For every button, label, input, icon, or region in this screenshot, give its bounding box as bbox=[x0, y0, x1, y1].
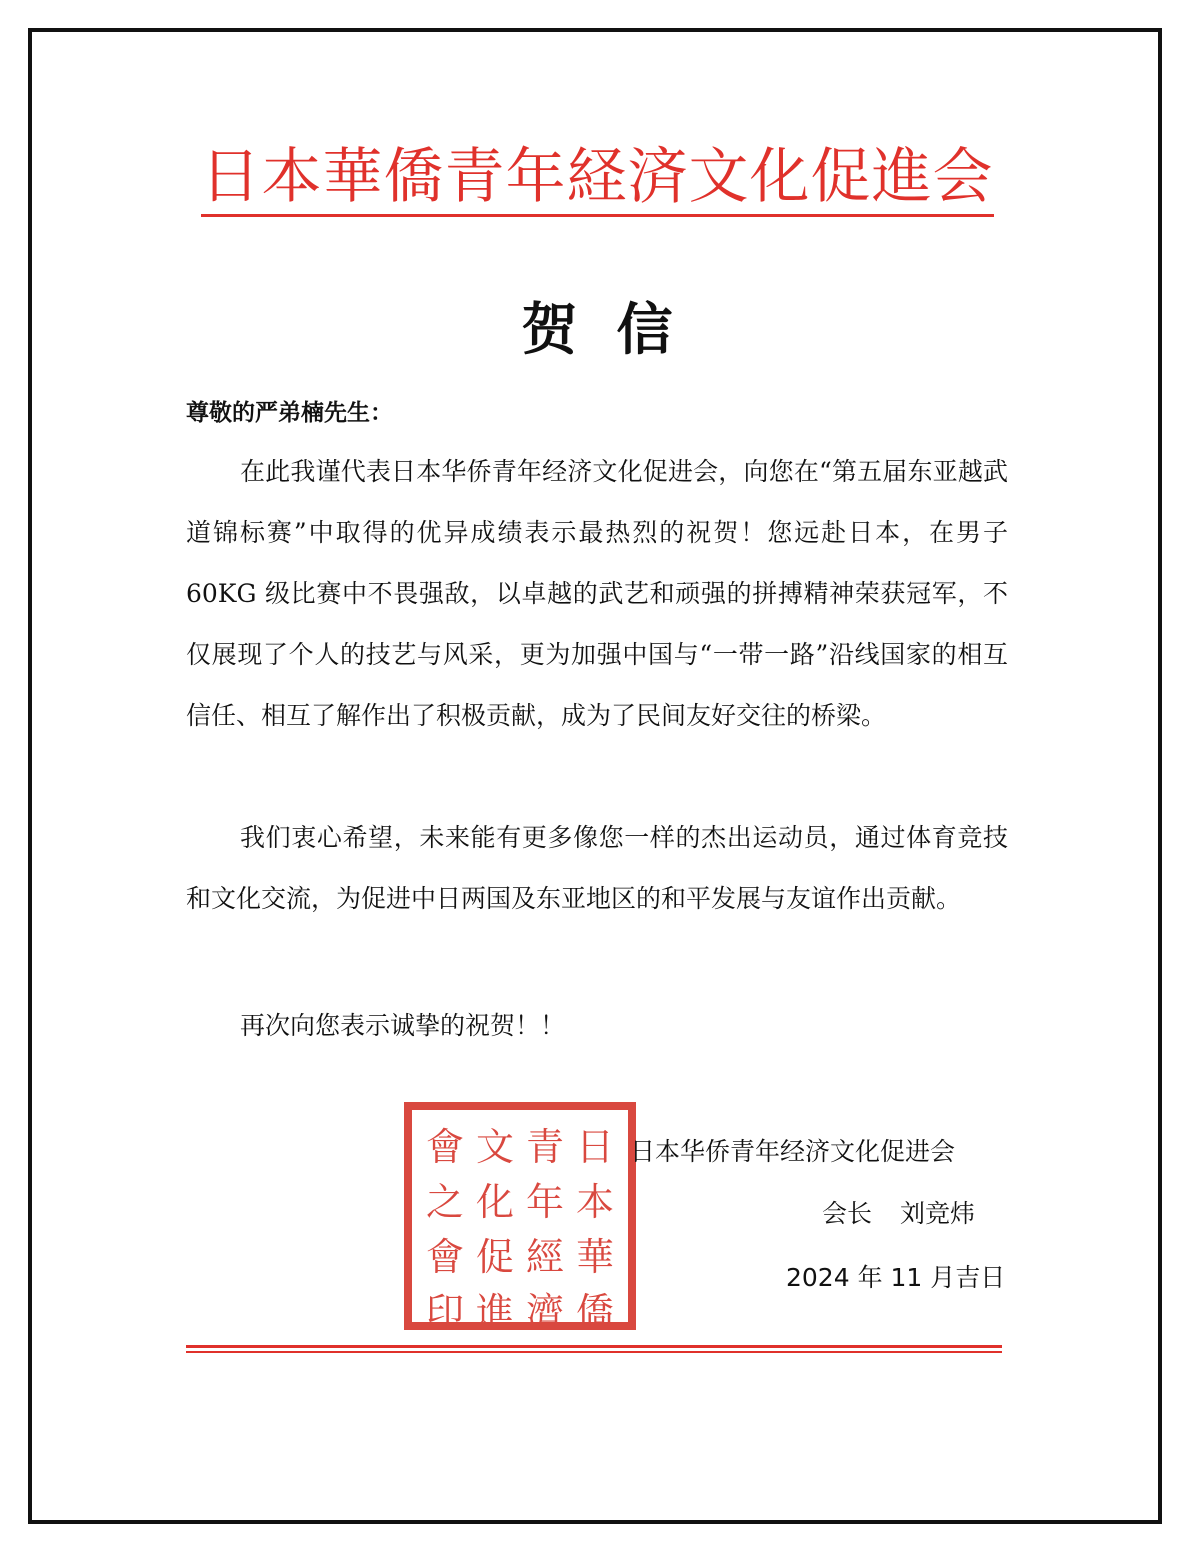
seal-char: 會 bbox=[425, 1125, 464, 1169]
footer-double-rule bbox=[186, 1345, 1002, 1353]
body-paragraph-1: 在此我谨代表日本华侨青年经济文化促进会，向您在“第五届东亚越武道锦标赛”中取得的优异成绩表示最热烈的祝贺！您远赴日本，在男子 60KG 级比赛中不畏强敌，以卓越的武艺和顽强的拼搏精神荣获冠军，不仅展现了个人的技艺与风采，更为加强中国与“一带一路”沿线国家的相互信任、相互了解作出了积极贡献，成为了民间友好交往的桥梁。 bbox=[186, 457, 1008, 730]
document-title: 贺 信 bbox=[521, 298, 673, 363]
seal-char: 促 bbox=[475, 1235, 514, 1279]
seal-char: 僑 bbox=[575, 1290, 614, 1334]
signature-line bbox=[822, 1194, 975, 1230]
salutation: 尊敬的严弟楠先生： bbox=[186, 400, 393, 426]
seal-char: 之 bbox=[425, 1180, 464, 1224]
signature-role: 会长 bbox=[822, 1199, 873, 1228]
seal-char: 本 bbox=[575, 1180, 614, 1224]
signature-organization: 日本华侨青年经济文化促进会 bbox=[630, 1137, 956, 1166]
seal-char: 日 bbox=[575, 1125, 614, 1169]
seal-char: 華 bbox=[575, 1235, 614, 1279]
seal-char: 印 bbox=[425, 1290, 464, 1334]
seal-char: 年 bbox=[525, 1180, 564, 1224]
seal-characters bbox=[420, 1116, 620, 1334]
seal-char: 進 bbox=[475, 1290, 514, 1334]
organization-seal-stamp bbox=[404, 1102, 636, 1334]
seal-char: 濟 bbox=[525, 1290, 564, 1334]
seal-char: 文 bbox=[475, 1125, 514, 1169]
seal-char: 化 bbox=[475, 1180, 514, 1224]
organization-title: 日本華僑青年経済文化促進会 bbox=[201, 140, 994, 217]
signature-name: 刘竞炜 bbox=[900, 1199, 976, 1228]
organization-letterhead bbox=[0, 140, 1194, 217]
body-paragraph-3: 再次向您表示诚挚的祝贺！！ bbox=[240, 1011, 566, 1040]
seal-char: 經 bbox=[525, 1235, 564, 1279]
seal-char: 青 bbox=[525, 1125, 564, 1169]
body-paragraph-2: 我们衷心希望，未来能有更多像您一样的杰出运动员，通过体育竞技和文化交流，为促进中日两国及东亚地区的和平发展与友谊作出贡献。 bbox=[186, 823, 1008, 913]
seal-char: 會 bbox=[425, 1235, 464, 1279]
signature-date: 2024 年 11 月吉日 bbox=[786, 1263, 1006, 1292]
